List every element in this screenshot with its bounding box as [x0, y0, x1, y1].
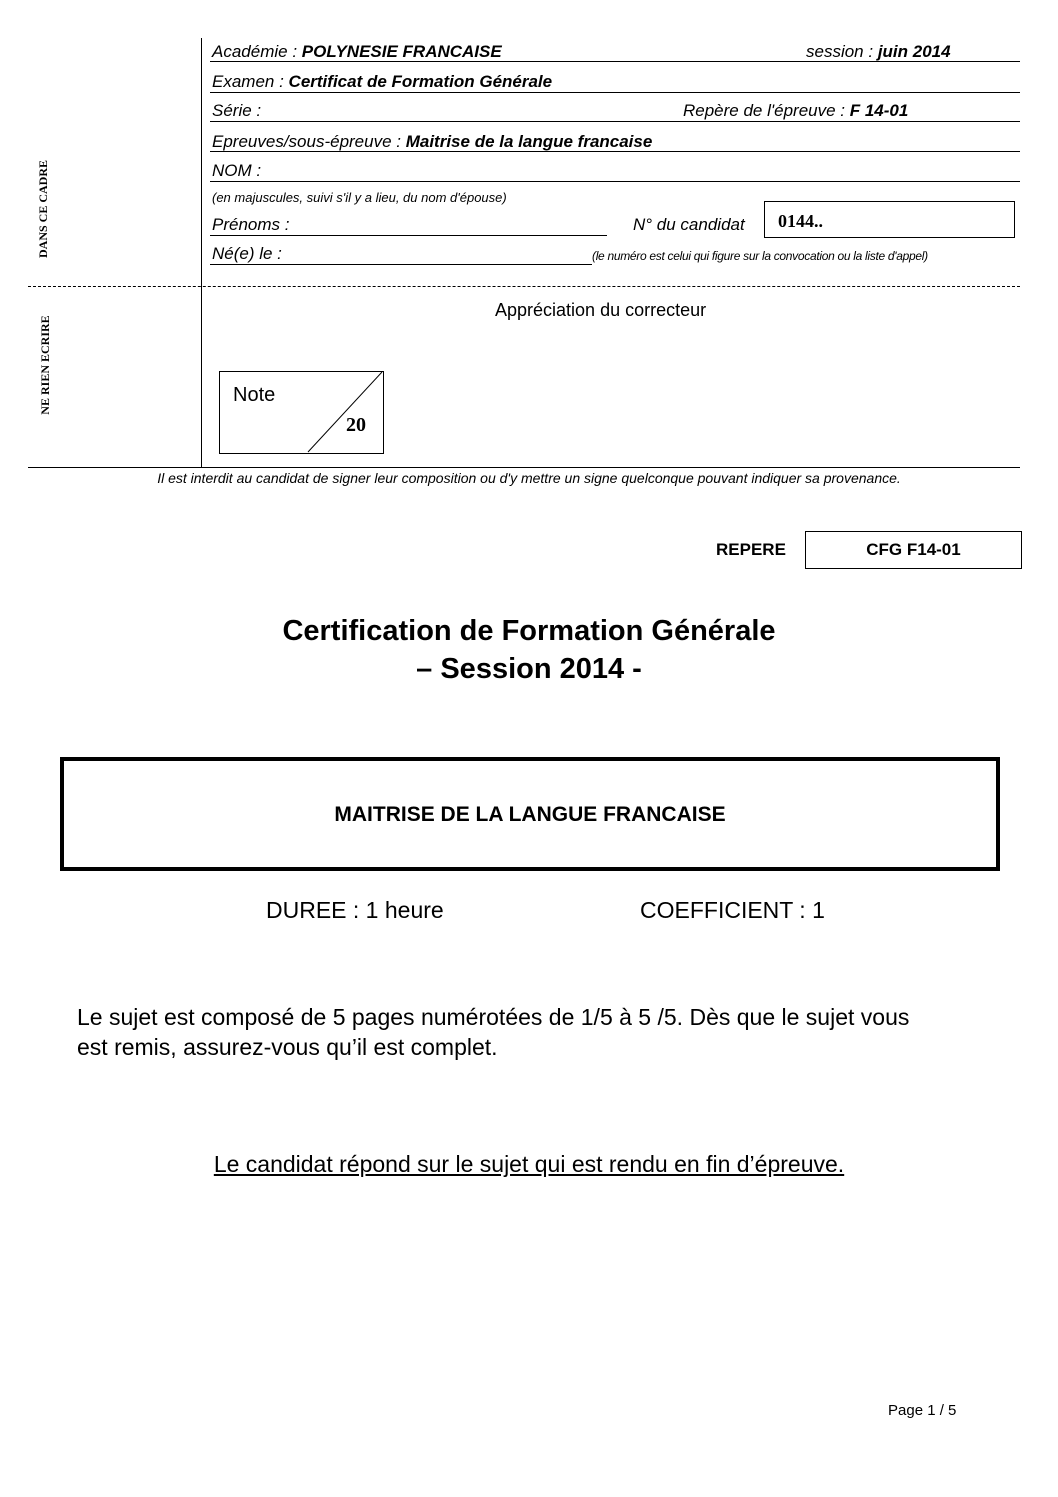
candidat-number-value: 0144..	[778, 211, 823, 231]
ne-label: Né(e) le :	[212, 244, 282, 263]
title-line-2: – Session 2014 -	[416, 653, 642, 685]
epreuve-label: Epreuves/sous-épreuve :	[212, 132, 406, 151]
response-note: Le candidat répond sur le sujet qui est rendu en fin d’épreuve.	[213, 1151, 845, 1177]
candidat-label: N° du candidat	[633, 215, 745, 234]
margin-vertical-top: DANS CE CADRE	[36, 160, 50, 259]
repere-epreuve-label: Repère de l'épreuve :	[683, 101, 850, 120]
examen-underline	[210, 92, 1020, 93]
duree-text: DUREE : 1 heure	[266, 897, 444, 923]
repere-epreuve-value: F 14-01	[849, 101, 909, 120]
serie-label: Série :	[212, 101, 262, 120]
session-value: juin 2014	[877, 42, 951, 61]
instructions-line-1: Le sujet est composé de 5 pages numérotées de 1/5 à 5 /5. Dès que le sujet vous	[77, 1004, 910, 1030]
epreuve-underline	[210, 151, 1020, 152]
candidat-number-field[interactable]	[764, 201, 1015, 238]
instructions-paragraph	[77, 1002, 909, 1062]
academie-underline	[210, 61, 1020, 62]
epreuve-value: Maitrise de la langue francaise	[405, 132, 653, 151]
nom-label: NOM :	[212, 161, 262, 180]
academie-row	[212, 42, 502, 62]
epreuve-row	[212, 132, 652, 152]
note-max: 20	[346, 414, 366, 436]
subject-title: MAITRISE DE LA LANGUE FRANCAISE	[334, 803, 726, 826]
header-bottom-rule	[28, 467, 1020, 468]
examen-row	[212, 72, 552, 92]
title-line-1: Certification de Formation Générale	[282, 615, 776, 647]
coefficient-text: COEFFICIENT : 1	[640, 897, 825, 923]
examen-label: Examen :	[212, 72, 289, 91]
examen-value: Certificat de Formation Générale	[288, 72, 553, 91]
session-label: session :	[806, 42, 878, 61]
ne-underline	[210, 264, 592, 265]
nom-underline	[210, 181, 1020, 182]
page-title	[0, 612, 1058, 688]
repere-value: CFG F14-01	[866, 540, 961, 559]
session-row	[806, 42, 951, 62]
margin-vertical-bottom: NE RIEN ECRIRE	[38, 315, 52, 415]
page-number: Page 1 / 5	[888, 1402, 957, 1419]
nom-hint: (en majuscules, suivi s'il y a lieu, du nom d'épouse)	[212, 190, 507, 205]
serie-underline	[210, 121, 1020, 122]
header-vertical-rule	[201, 38, 202, 468]
note-label: Note	[233, 384, 276, 406]
repere-epreuve-row	[683, 101, 908, 121]
header-dashed-rule	[28, 286, 1020, 287]
prenoms-label: Prénoms :	[212, 215, 290, 234]
instructions-line-2: est remis, assurez-vous qu’il est complet.	[77, 1034, 498, 1060]
notice-text: Il est interdit au candidat de signer leur composition ou d'y mettre un signe quelconque pouvant indiquer sa provenance.	[157, 470, 901, 486]
appreciation-label: Appréciation du correcteur	[495, 300, 707, 320]
prenoms-underline	[210, 235, 607, 236]
numero-hint: (le numéro est celui qui figure sur la convocation ou la liste d'appel)	[592, 249, 928, 263]
academie-label: Académie :	[212, 42, 302, 61]
academie-value: POLYNESIE FRANCAISE	[301, 42, 502, 61]
repere-box	[805, 531, 1022, 569]
note-box[interactable]	[219, 371, 384, 454]
subject-box	[60, 757, 1000, 871]
repere-label: REPERE	[716, 540, 786, 559]
